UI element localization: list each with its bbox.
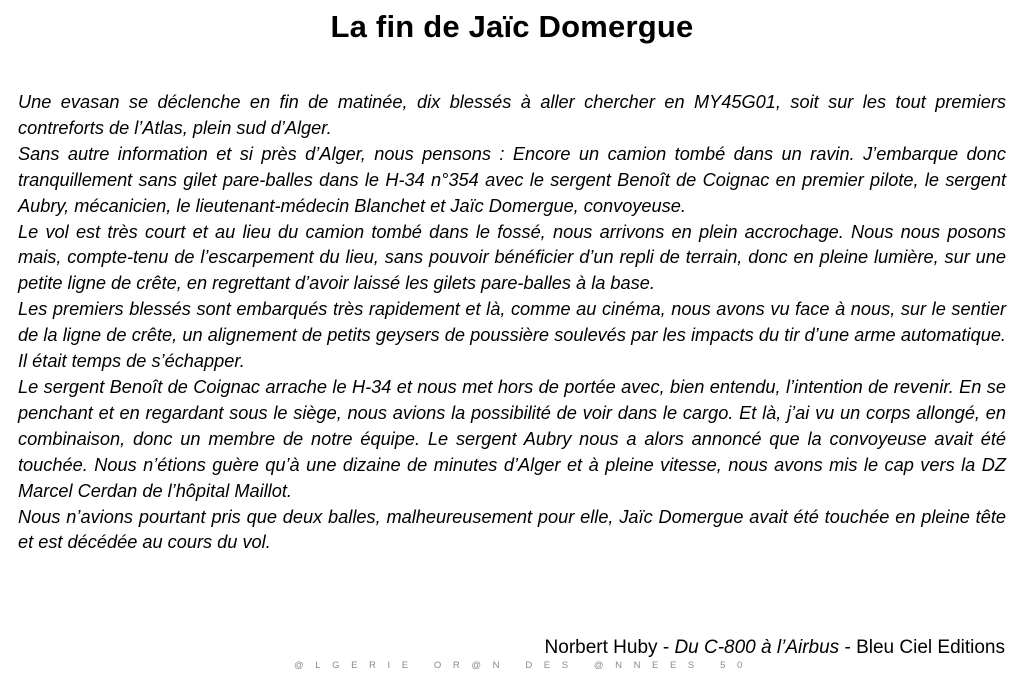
- citation-separator: -: [839, 637, 857, 658]
- paragraph-6: Nous n’avions pourtant pris que deux balles, malheureusement pour elle, Jaïc Domergue avait été touchée en pleine tête et est décédée au cours du vol.: [18, 506, 1006, 553]
- citation-book-title: Du C-800 à l’Airbus: [674, 637, 840, 658]
- paragraph-3: Le vol est très court et au lieu du camion tombé dans le fossé, nous arrivons en plein accrochage. Nous nous posons mais, compte-tenu de l’escarpement du lieu, sans pouvoir bénéficier d’un repli de terrain, donc en pleine lumière, sur une petite ligne de crête, en regrettant d’avoir laissé les gilets pare-balles à la base.: [18, 221, 1006, 294]
- paragraph-5: Le sergent Benoît de Coignac arrache le H-34 et nous met hors de portée avec, bien entendu, l’intention de revenir. En se penchant et en regardant sous le siège, nous avions la possibilité de voir dans le cargo. Et là, j’ai vu un corps allongé, en combinaison, donc un membre de notre équipe. Le sergent Aubry nous a alors annoncé que la convoyeuse avait été touchée. Nous n’étions guère qu’à une dizaine de minutes d’Alger et à pleine vitesse, nous avons mis le cap vers la DZ Marcel Cerdan de l’hôpital Maillot.: [18, 376, 1006, 501]
- article-body: [18, 90, 1006, 556]
- citation-publisher: Bleu Ciel Editions: [856, 637, 1005, 658]
- citation-author: Norbert Huby: [544, 637, 658, 658]
- paragraph-1: Une evasan se déclenche en fin de matinée, dix blessés à aller chercher en MY45G01, soit sur les tout premiers contreforts de l’Atlas, plein sud d’Alger.: [18, 92, 1006, 138]
- citation-separator: -: [657, 637, 675, 658]
- page-title: La fin de Jaïc Domergue: [330, 9, 694, 44]
- paragraph-2: Sans autre information et si près d’Alger, nous pensons : Encore un camion tombé dans un ravin. J’embarque donc tranquillement sans gilet pare-balles dans le H-34 n°354 avec le sergent Benoît de Coignac en premier pilote, le sergent Aubry, mécanicien, le lieutenant-médecin Blanchet et Jaïc Domergue, convoyeuse.: [18, 143, 1006, 216]
- paragraph-4: Les premiers blessés sont embarqués très rapidement et là, comme au cinéma, nous avons vu face à nous, sur le sentier de la ligne de crête, un alignement de petits geysers de poussière soulevés par les impacts du tir d’une arme automatique. Il était temps de s’échapper.: [18, 299, 1006, 372]
- watermark: @LGERIE OR@N DES @NNEES 50: [294, 660, 754, 671]
- citation: [545, 637, 1005, 659]
